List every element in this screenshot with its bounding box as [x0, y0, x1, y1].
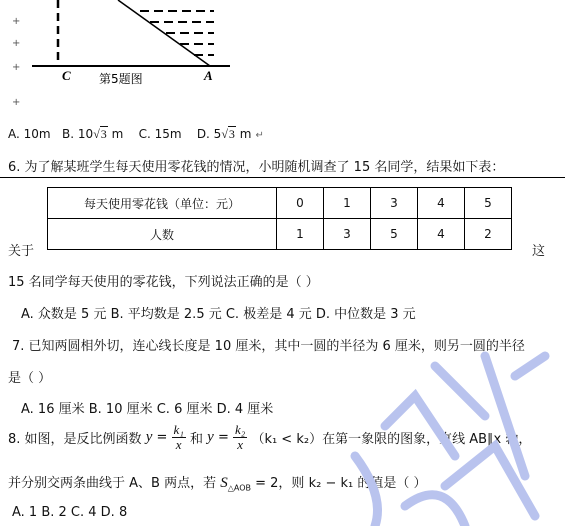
q7-options: A. 16 厘米 B. 10 厘米 C. 6 厘米 D. 4 厘米 — [21, 402, 274, 417]
watermark — [345, 336, 565, 526]
q6-table — [47, 187, 512, 250]
q8-line1: 8. 如图，是反比例函数 y = $\frac{\text{k₁}}{x}$ 和 y = $\frac{\text{k₂}}{x}$ （k₁ < k₂）在第一象限的图象，直线 AB∥x 轴， — [8, 422, 532, 452]
q7-stem: 7. 已知两圆相外切，连心线长度是 10 厘米，其中一圆的半径为 6 厘米，则另一圆的半径 — [12, 339, 525, 354]
q6-stem: 6. 为了解某班学生每天使用零花钱的情况，小明随机调查了 15 名同学，结果如下表： — [8, 160, 505, 175]
margin-mark: + — [12, 62, 21, 73]
label-c: C — [62, 68, 71, 83]
q6-right-word: 这 — [532, 244, 546, 259]
q5-options: A. 10m B. 10√3 m C. 15m D. 5√3 m ↵ — [8, 127, 264, 141]
label-a: A — [204, 68, 213, 83]
table-row: 每天使用零花钱（单位：元） 0 1 3 4 5 — [48, 188, 512, 219]
q6-options: A. 众数是 5 元 B. 平均数是 2.5 元 C. 极差是 4 元 D. 中位数是 3 元 — [21, 307, 416, 322]
q5-figure — [0, 0, 260, 95]
table-row: 人数 1 3 5 4 2 — [48, 219, 512, 250]
q7-stem2: 是（ ） — [8, 371, 52, 386]
q8-options: A. 1 B. 2 C. 4 D. 8 — [12, 505, 128, 520]
margin-mark: + — [12, 97, 21, 108]
margin-mark: + — [12, 16, 21, 27]
q6-left-word: 关于 — [8, 244, 35, 259]
margin-mark: + — [12, 38, 21, 49]
q8-line2: 并分别交两条曲线于 A、B 两点，若 $S_{\triangle AOB} = 2$，则 k₂ − k₁ 的值是（ ） — [8, 475, 427, 493]
page-break-line — [0, 177, 565, 178]
figure-caption: 第5题图 — [99, 72, 143, 86]
q6-line2: 15 名同学每天使用的零花钱，下列说法正确的是（ ） — [8, 275, 319, 290]
